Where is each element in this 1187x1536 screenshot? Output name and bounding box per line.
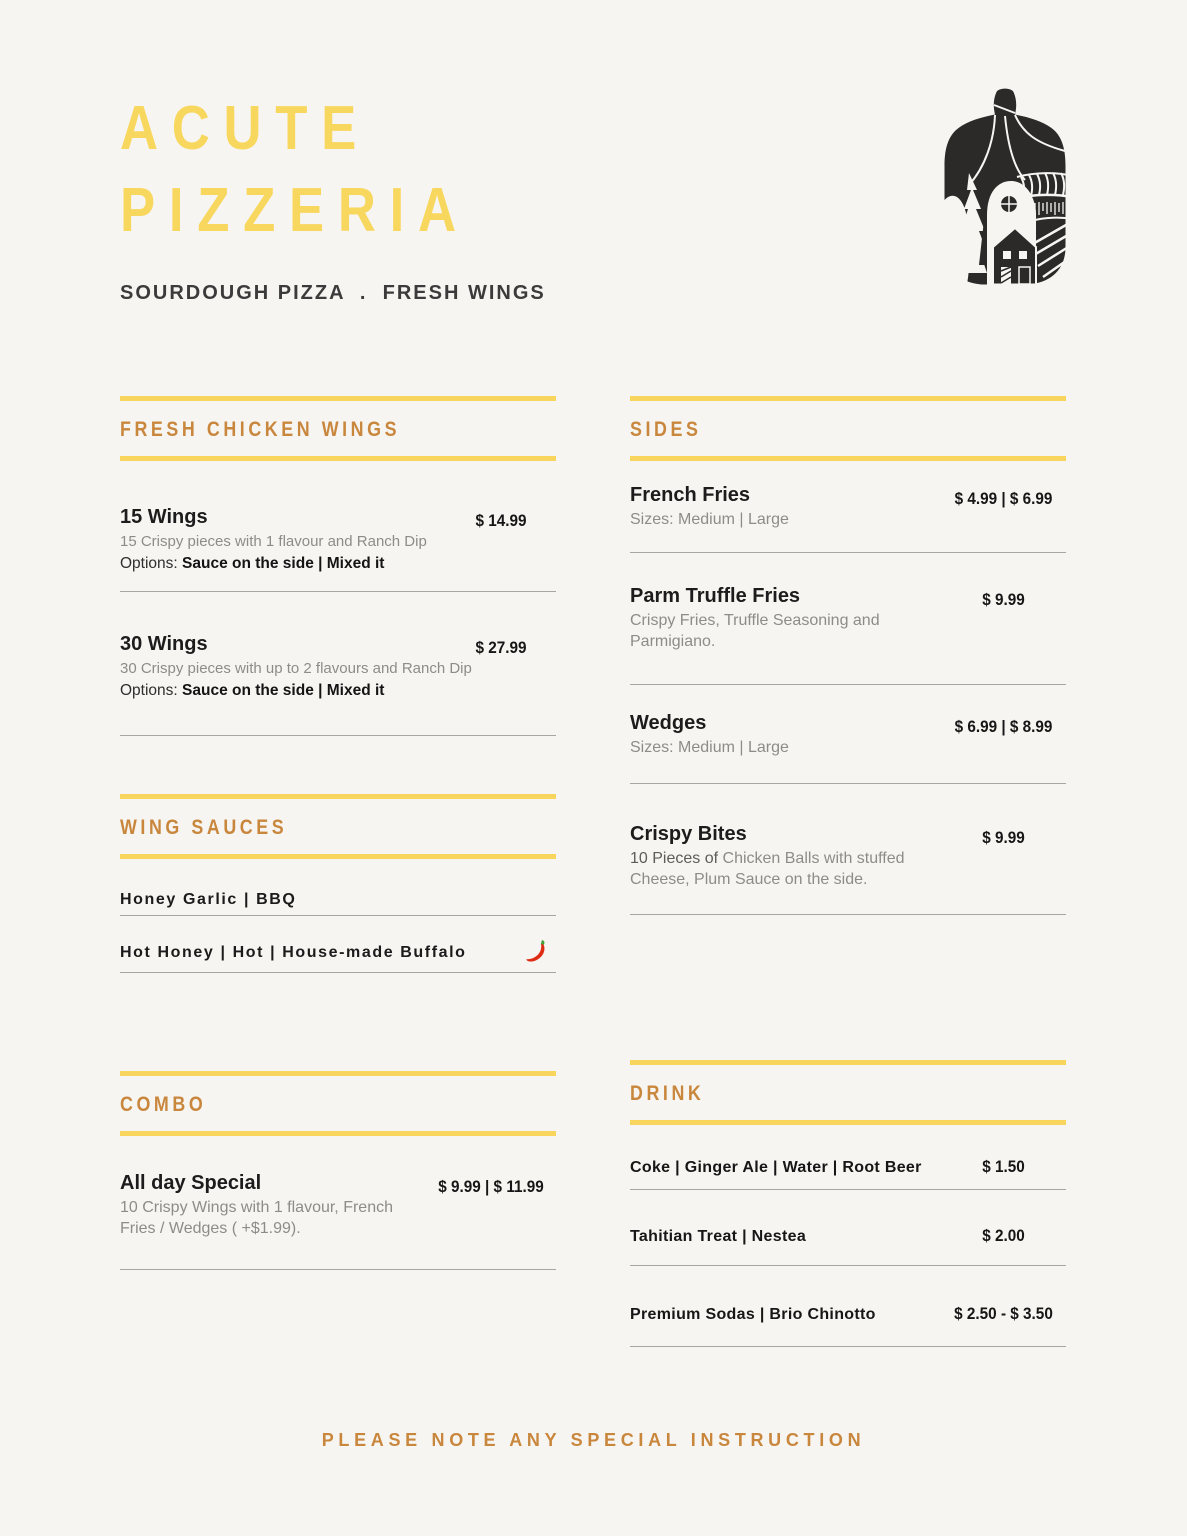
options-values: Sauce on the side | Mixed it xyxy=(182,555,385,572)
item-price: $ 6.99 | $ 8.99 xyxy=(954,717,1053,736)
divider xyxy=(120,1269,556,1270)
item-name: Parm Truffle Fries xyxy=(630,585,801,607)
section-fresh-chicken-wings xyxy=(120,396,556,736)
section-heading-drink: DRINK xyxy=(630,1082,705,1105)
item-description: 30 Crispy pieces with up to 2 flavours and Ranch Dip xyxy=(120,660,472,677)
item-price: $ 14.99 xyxy=(475,511,527,530)
item-description xyxy=(630,848,941,890)
right-column xyxy=(630,396,1066,1347)
item-options xyxy=(120,680,446,702)
section-drink xyxy=(630,1060,1066,1347)
section-rule-top xyxy=(120,1071,556,1076)
drink-name: Tahitian Treat | Nestea xyxy=(630,1228,807,1245)
options-label: Options: xyxy=(120,682,183,699)
restaurant-name xyxy=(120,88,596,252)
divider xyxy=(630,684,1066,685)
item-name: 15 Wings xyxy=(120,506,208,528)
divider xyxy=(630,1265,1066,1266)
options-values: Sauce on the side | Mixed it xyxy=(182,682,385,699)
menu-item-french-fries xyxy=(630,483,1066,530)
menu-item-wedges xyxy=(630,711,1066,758)
section-rule-bottom xyxy=(630,1120,1066,1125)
menu-item-crispy-bites xyxy=(630,822,1066,890)
chili-pepper-icon xyxy=(522,938,550,966)
left-column xyxy=(120,396,556,1270)
item-description: Sizes: Medium | Large xyxy=(630,511,789,528)
section-rule-top xyxy=(630,1060,1066,1065)
drink-name: Coke | Ginger Ale | Water | Root Beer xyxy=(630,1159,922,1176)
tagline: SOURDOUGH PIZZA . FRESH WINGS xyxy=(120,282,546,304)
divider xyxy=(120,972,556,973)
section-rule-bottom xyxy=(120,456,556,461)
item-price: $ 4.99 | $ 6.99 xyxy=(954,489,1053,508)
restaurant-name-line2: PIZZERIA xyxy=(120,176,470,245)
section-heading-combo: COMBO xyxy=(120,1093,207,1116)
divider xyxy=(630,1346,1066,1347)
section-wing-sauces xyxy=(120,794,556,973)
menu-item-all-day-special xyxy=(120,1171,556,1239)
divider xyxy=(120,915,556,916)
section-heading-sauces: WING SAUCES xyxy=(120,816,288,839)
drink-name: Premium Sodas | Brio Chinotto xyxy=(630,1306,876,1323)
divider xyxy=(120,735,556,736)
section-rule-bottom xyxy=(120,1131,556,1136)
sauce-label: Honey Garlic | BBQ xyxy=(120,891,297,908)
drink-row xyxy=(630,1304,1066,1326)
restaurant-name-line1: ACUTE xyxy=(120,94,371,163)
section-heading-wings: FRESH CHICKEN WINGS xyxy=(120,418,401,441)
menu-item-30-wings xyxy=(120,632,556,702)
section-rule-bottom xyxy=(120,854,556,859)
item-price: $ 9.99 xyxy=(982,590,1025,609)
menu-item-15-wings xyxy=(120,505,556,575)
item-description: Crispy Fries, Truffle Seasoning and Parmigiano. xyxy=(630,612,880,650)
sauce-label: Hot Honey | Hot | House-made Buffalo xyxy=(120,944,467,961)
item-description: Sizes: Medium | Large xyxy=(630,739,789,756)
divider xyxy=(630,783,1066,784)
drink-row xyxy=(630,1226,1066,1248)
sauce-row xyxy=(120,942,556,964)
item-description: 15 Crispy pieces with 1 flavour and Ranch Dip xyxy=(120,533,427,550)
item-name: 30 Wings xyxy=(120,633,208,655)
section-sides xyxy=(630,396,1066,915)
options-label: Options: xyxy=(120,555,183,572)
section-rule-top xyxy=(120,794,556,799)
section-rule-bottom xyxy=(630,456,1066,461)
item-description: 10 Crispy Wings with 1 flavour, French Fries / Wedges ( +$1.99). xyxy=(120,1199,393,1237)
divider xyxy=(120,591,556,592)
drink-price: $ 2.00 xyxy=(982,1226,1025,1245)
drink-price: $ 1.50 xyxy=(982,1157,1025,1176)
item-price: $ 27.99 xyxy=(475,638,527,657)
divider xyxy=(630,914,1066,915)
section-heading-sides: SIDES xyxy=(630,418,702,441)
item-price: $ 9.99 xyxy=(982,828,1025,847)
brand-block xyxy=(120,88,680,305)
item-name: Crispy Bites xyxy=(630,823,747,845)
sauce-row xyxy=(120,889,556,911)
menu-item-parm-truffle-fries xyxy=(630,584,1066,652)
drink-row xyxy=(630,1157,1066,1179)
drink-price: $ 2.50 - $ 3.50 xyxy=(954,1304,1053,1323)
item-description-rest: Chicken Balls with stuffed Cheese, Plum Sauce on the side. xyxy=(630,850,905,888)
item-name: All day Special xyxy=(120,1172,262,1194)
item-name: French Fries xyxy=(630,484,751,506)
item-options xyxy=(120,553,446,575)
section-combo xyxy=(120,1071,556,1270)
footer-note: PLEASE NOTE ANY SPECIAL INSTRUCTION xyxy=(321,1430,866,1450)
item-price: $ 9.99 | $ 11.99 xyxy=(438,1177,544,1196)
section-rule-top xyxy=(630,396,1066,401)
divider xyxy=(630,1189,1066,1190)
item-name: Wedges xyxy=(630,712,707,734)
divider xyxy=(630,552,1066,553)
cutting-board-farm-logo-icon xyxy=(935,85,1075,290)
section-rule-top xyxy=(120,396,556,401)
item-description-lead: 10 Pieces of xyxy=(630,850,719,867)
